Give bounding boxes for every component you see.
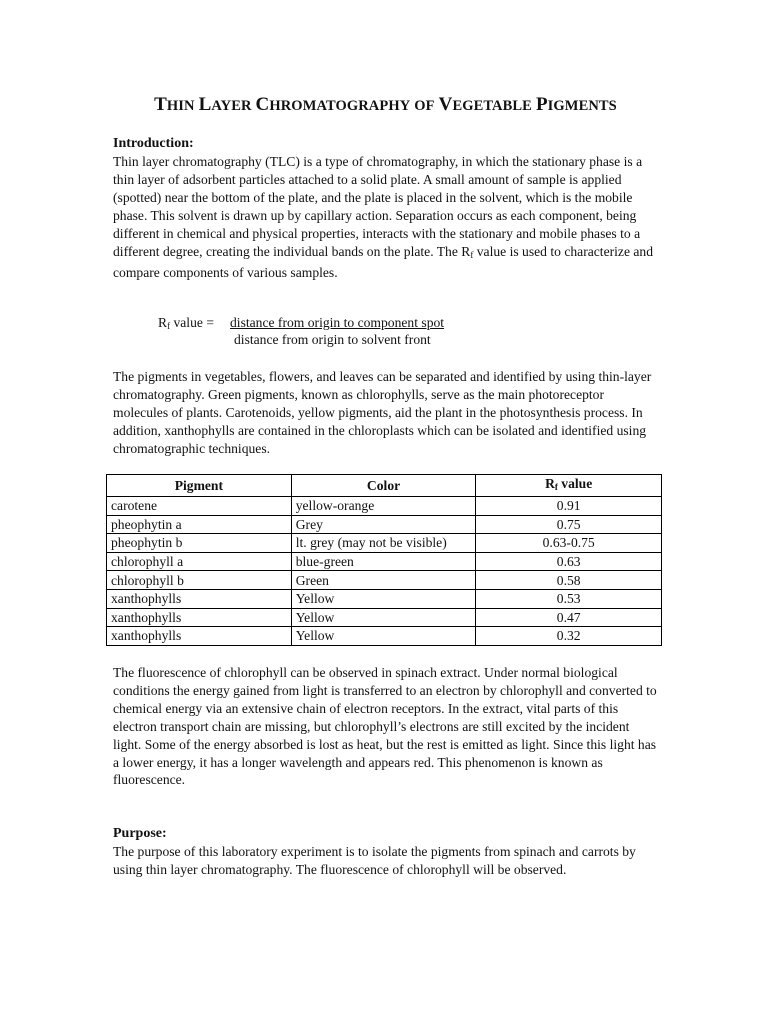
title-initial: T [154,94,167,115]
rf-header-subscript: f [554,482,558,492]
column-header [476,475,662,497]
color-cell: lt. grey (may not be visible) [291,534,476,553]
purpose-heading: Purpose: [113,826,167,841]
rf-value-cell: 0.63 [476,552,662,571]
table-row [107,552,662,571]
document-title [113,94,658,116]
formula-lhs [158,314,214,335]
title-initial: P [535,94,548,115]
formula-r: R [158,315,168,330]
pigment-cell: chlorophyll b [107,571,292,590]
pigment-cell: xanthophylls [107,589,292,608]
fluorescence-paragraph [113,664,658,789]
pigments-paragraph [113,368,658,458]
title-initial: C [255,94,270,115]
introduction-text-part-2: value is used to characterize and compare components of various samples. [113,243,654,281]
column-header: Pigment [107,475,292,497]
color-cell: yellow-orange [291,497,476,516]
rf-value-cell: 0.58 [476,571,662,590]
column-header: Color [291,475,476,497]
table-row [107,608,662,627]
fluorescence-text: The fluorescence of chlorophyll can be observed in spinach extract. Under normal biological conditions the energy gained from light is transferred to an electron by chlorophyll and converted to chemical energy via an extensive chain of electron receptors. In the extract, vital parts of this electron transport chain are missing, but chlorophyll’s electrons are still excited by the incident light. Some of the energy absorbed is lost as heat, but the rest is emitted as light. Since this light has a lower energy, it has a longer wavelength and appears red. This phenomenon is known as fluorescence. [113,665,657,788]
formula-subscript: f [167,321,171,331]
table-header-row [107,475,662,497]
rf-value-cell: 0.75 [476,515,662,534]
table-row [107,571,662,590]
purpose-paragraph [113,843,658,879]
rf-value-cell: 0.91 [476,497,662,516]
rf-subscript: f [470,249,474,260]
formula-lhs-rest: value = [170,315,214,330]
color-cell: blue-green [291,552,476,571]
color-cell: Yellow [291,608,476,627]
pigment-table [106,474,662,646]
table-row [107,515,662,534]
rf-value-cell: 0.53 [476,589,662,608]
introduction-paragraph [113,153,658,282]
formula-numerator: distance from origin to component spot [230,315,445,330]
color-cell: Grey [291,515,476,534]
pigment-cell: pheophytin b [107,534,292,553]
table-row [107,497,662,516]
table-row [107,589,662,608]
pigment-cell: carotene [107,497,292,516]
rf-value-cell: 0.63-0.75 [476,534,662,553]
introduction-text-part-1: Thin layer chromatography (TLC) is a type of chromatography, in which the stationary phase is a thin layer of adsorbent particles attached to a solid plate. A small amount of sample is applied (spotted) near the bottom of the plate, and the plate is placed in the solvent, which is the mobile phase. This solvent is drawn up by capillary action. Separation occurs as each component, being different in chemical and physical properties, interacts with the stationary and mobile phases to a different degree, creating the individual bands on the plate. The R [113,154,643,259]
pigments-text: The pigments in vegetables, flowers, and leaves can be separated and identified by using thin-layer chromatography. Green pigments, known as chlorophylls, serve as the main photoreceptor molecules of plants. Carotenoids, yellow pigments, aid the plant in the photosynthesis process. In addition, xanthophylls are contained in the chloroplasts which can be isolated and identified using chromatographic techniques. [113,369,652,456]
pigment-cell: xanthophylls [107,608,292,627]
title-initial: V [438,94,453,115]
formula-denominator: distance from origin to solvent front [234,332,431,347]
pigment-cell: xanthophylls [107,627,292,646]
table-row [107,627,662,646]
table-row [107,534,662,553]
title-word-rest: IGMENTS [547,98,617,114]
color-cell: Yellow [291,589,476,608]
title-word: OF [414,98,435,114]
rf-value-cell: 0.32 [476,627,662,646]
title-word-rest: HROMATOGRAPHY [269,98,411,114]
title-word-rest: EGETABLE [452,98,532,114]
color-cell: Yellow [291,627,476,646]
color-cell: Green [291,571,476,590]
introduction-heading: Introduction: [113,136,194,151]
pigment-cell: pheophytin a [107,515,292,534]
rf-header-rest: value [557,476,593,491]
title-word-rest: AYER [211,98,252,114]
title-initial: L [198,94,212,115]
rf-header-r: R [545,476,555,491]
title-word-rest: HIN [166,98,195,114]
purpose-text: The purpose of this laboratory experiment is to isolate the pigments from spinach and carrots by using thin layer chromatography. The fluorescence of chlorophyll will be observed. [113,844,636,877]
rf-value-cell: 0.47 [476,608,662,627]
pigment-cell: chlorophyll a [107,552,292,571]
